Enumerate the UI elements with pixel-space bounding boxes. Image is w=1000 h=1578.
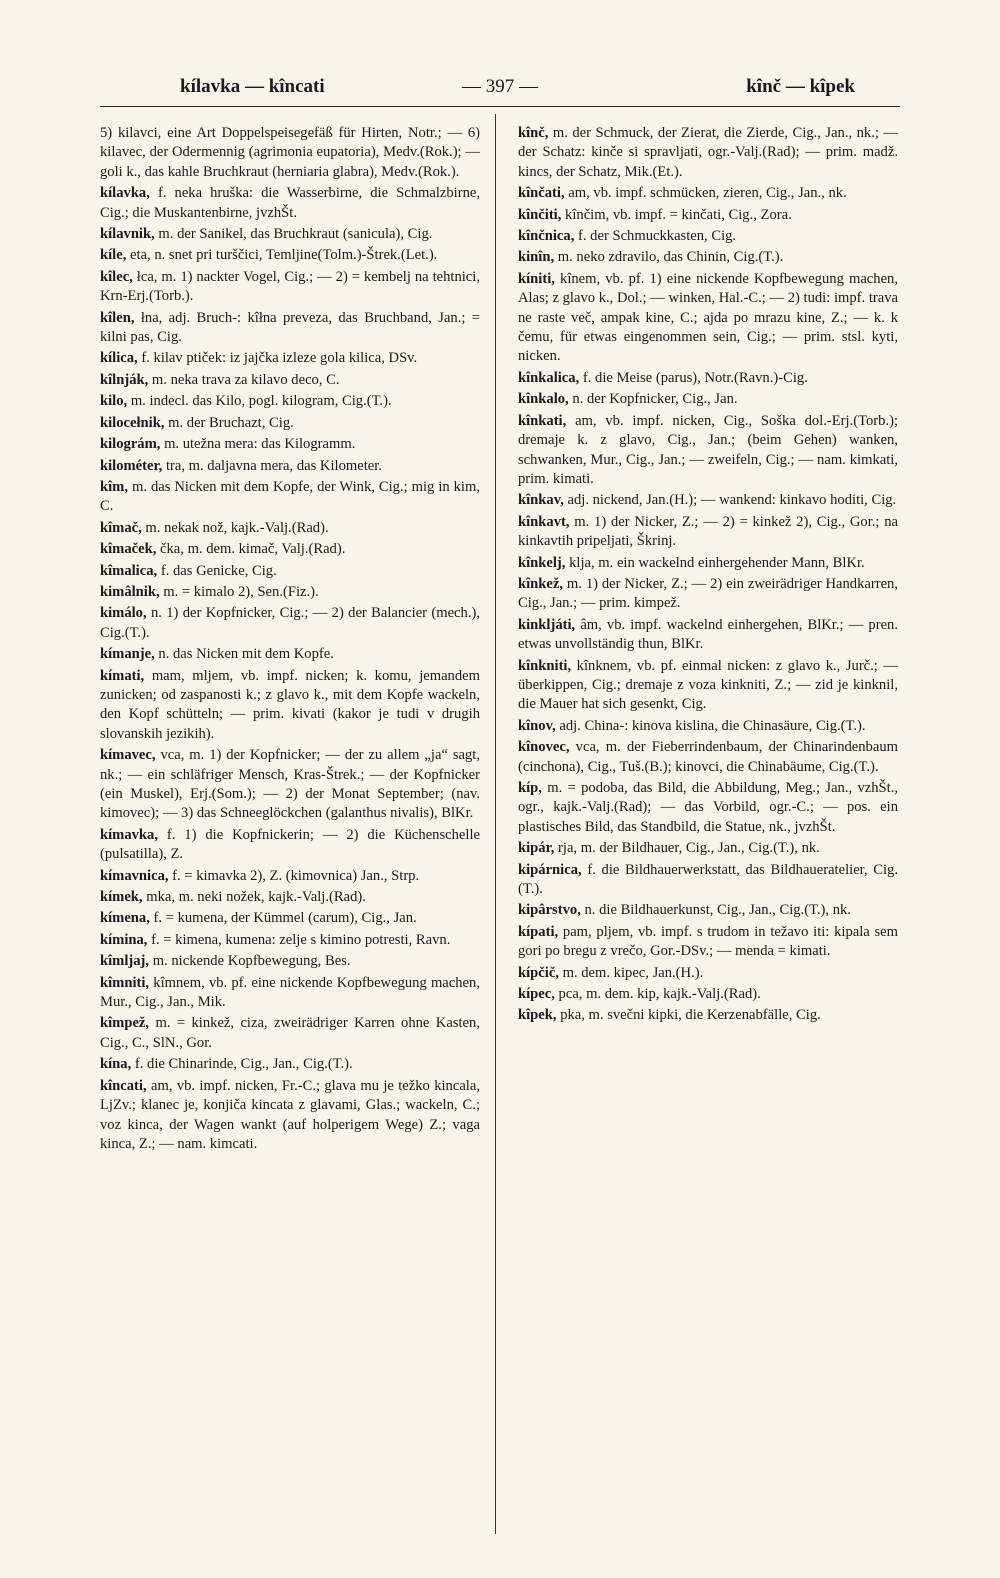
dictionary-entry [518,717,898,736]
entry-text: am, vb. impf. nicken, Cig., Soška dol.-Erj.(Torb.); dremaje k. z glavo, Cig., Jan.; (beim Gehen) wanken, schwanken, Mur., Cig., Jan.; — zweifeln, Cig.; — nam. kimkati, prim. kimati. [518,412,898,487]
header-rule [100,106,900,107]
entry-text: łca, m. 1) nackter Vogel, Cig.; — 2) = kembelj na tehtnici, Krn-Erj.(Torb.). [100,268,480,305]
dictionary-entry [100,246,480,265]
entry-headword: kína, [100,1056,132,1073]
dictionary-entry [518,738,898,777]
entry-headword: kînovec, [518,739,570,756]
entry-text: am, vb. impf. schmücken, zieren, Cig., Jan., nk. [568,185,847,202]
entry-headword: kîmač, [100,519,142,536]
dictionary-entry [518,248,898,267]
entry-text: vca, m. 1) der Kopfnicker; — der zu allem „ja“ sagt, nk.; — ein schläfriger Mensch, Kras-Štrek.; — der Kopfnicker (ein Muskel), Erj.(Som.); — 2) der Monat September; (nav. kimovec); — 3) das Schneeglöckchen (galanthus nivalis), BlKr. [100,747,480,822]
entry-headword: kinkljáti, [518,616,576,633]
dictionary-entry [100,349,480,368]
entry-headword: kînkati, [518,412,567,429]
entry-text: pca, m. dem. kip, kajk.-Valj.(Rad). [558,986,761,1003]
entry-text: m. neko zdravilo, das Chinin, Cig.(T.). [557,249,784,266]
entry-headword: kimálo, [100,605,147,622]
entry-headword: kíle, [100,247,127,264]
entry-headword: kînkalo, [518,391,569,408]
dictionary-entry [100,392,480,411]
dictionary-entry [518,513,898,552]
entry-headword: kímavec, [100,747,156,764]
dictionary-entry [100,867,480,886]
entry-headword: kînkavt, [518,513,570,530]
entry-text: rja, m. der Bildhauer, Cig., Jan., Cig.(T.), nk. [558,840,820,857]
entry-headword: kînč, [518,125,549,141]
entry-text: f. die Bildhauerwerkstatt, das Bildhaueratelier, Cig.(T.). [518,861,898,898]
dictionary-entry [100,478,480,517]
entry-text: f. die Meise (parus), Notr.(Ravn.)-Cig. [582,369,808,386]
entry-headword: kîmalica, [100,562,158,579]
dictionary-entry [100,225,480,244]
entry-text: m. = podoba, das Bild, die Abbildung, Meg.; Jan., vzhŠt., ogr., kajk.-Valj.(Rad); — das Vorbild, ogr.-C.; — pos. ein plastisches Bild, das Standbild, die Statue, nk., jvzhŠt. [518,780,898,835]
dictionary-entry [100,645,480,664]
entry-headword: kînkež, [518,575,564,592]
entry-headword: kímanje, [100,646,155,663]
dictionary-entry [518,923,898,962]
entry-text: âm, vb. impf. wackelnd einhergehen, BlKr.; — pren. etwas unvollständig thun, BlKr. [518,616,898,653]
header-right-guideword: kînč — kîpek [746,76,855,97]
entry-headword: kîlec, [100,268,133,285]
dictionary-entry [518,985,898,1004]
entry-headword: kîm, [100,478,128,495]
dictionary-entry [100,309,480,348]
entry-text: pka, m. svečni kipki, die Kerzenabfälle, Cig. [560,1007,821,1024]
page-number: — 397 — [462,76,538,97]
entry-text: n. der Kopfnicker, Cig., Jan. [572,391,738,408]
entry-headword: kimâlnik, [100,583,160,600]
entry-text: m. = kinkež, ciza, zweirädriger Karren ohne Kasten, Cig., C., SlN., Gor. [100,1015,480,1051]
entry-headword: kímavka, [100,826,158,843]
entry-headword: kipârstvo, [518,902,581,919]
entry-text: am, vb. impf. nicken, Fr.-C.; glava mu je težko kincala, LjZv.; klanec je, konjiča kincata z glavami, Glas.; wackeln, C.; voz kinca, der Wagen wankt (auf holperigem Wege) Z.; vaga kinca, Z.; — nam. kimcati. [100,1077,480,1152]
dictionary-entry [518,616,898,655]
entry-text: n. das Nicken mit dem Kopfe. [158,646,334,663]
entry-headword: kînkniti, [518,657,572,674]
dictionary-entry [518,554,898,573]
entry-text: pam, pljem, vb. impf. s trudom in težavo iti: kipala sem gori po bregu z vrečo, Gor.-DSv.; — menda = kimati. [518,923,898,960]
dictionary-entry [100,435,480,454]
column-divider [495,114,496,1534]
dictionary-entry [100,974,480,1013]
entry-headword: kîpek, [518,1007,557,1024]
header-left-guideword: kílavka — kîncati [180,76,325,97]
entry-text: f. neka hruška: die Wasserbirne, die Schmalzbirne, Cig.; die Muskantenbirne, jvzhŠt. [100,185,480,221]
entry-text: m. das Nicken mit dem Kopfe, der Wink, Cig.; mig in kim, C. [100,478,480,515]
entry-headword: kíniti, [518,270,555,287]
dictionary-entry [100,562,480,581]
dictionary-entry [100,888,480,907]
entry-headword: kílavka, [100,185,150,202]
entry-headword: kímavnica, [100,867,169,884]
entry-text: m. 1) der Nicker, Z.; — 2) ein zweirädriger Handkarren, Cig., Jan.; — prim. kimpež. [518,575,898,612]
dictionary-entry [100,371,480,390]
entry-headword: kilográm, [100,436,161,453]
dictionary-entry [100,414,480,433]
dictionary-entry [518,657,898,715]
entry-headword: kipárnica, [518,861,582,878]
dictionary-entry [518,124,898,182]
left-column [100,124,480,1534]
entry-text: kînem, vb. pf. 1) eine nickende Kopfbewegung machen, Alas; z glavo k., Dol.; — winken, Hal.-C.; — 2) tudi: impf. trava ne raste več, ampak kine, C.; ajda po mrazu kine, Z.; — k. k čemu, für etwas eingenommen sein, Cig.; — prim. stsl. kyti, nicken. [518,270,898,365]
entry-text: m. der Sanikel, das Bruchkraut (sanicula), Cig. [158,226,433,243]
entry-headword: kînov, [518,717,556,734]
dictionary-entry [518,206,898,225]
dictionary-entry [100,667,480,745]
dictionary-entry [100,457,480,476]
entry-text: m. = kimalo 2), Sen.(Fiz.). [163,583,319,600]
dictionary-entry [518,1006,898,1025]
dictionary-entry [518,839,898,858]
entry-headword: kímina, [100,931,148,948]
entry-text: tra, m. daljavna mera, das Kilometer. [165,457,382,474]
dictionary-entry [100,931,480,950]
dictionary-entry [100,1014,480,1053]
dictionary-entry [518,491,898,510]
entry-text: m. 1) der Nicker, Z.; — 2) = kinkež 2), Cig., Gor.; na kinkavtih pripeljati, Škrinj. [518,513,898,550]
entry-text: mka, m. neki nožek, kajk.-Valj.(Rad). [146,889,366,906]
entry-headword: kînčnica, [518,228,575,245]
entry-headword: kíp, [518,780,542,796]
dictionary-entry [518,575,898,614]
entry-text: m. dem. kipec, Jan.(H.). [562,964,704,981]
dictionary-entry [100,746,480,824]
entry-text: łna, adj. Bruch-: kîłna preveza, das Bruchband, Jan.; = kilni pas, Cig. [100,309,480,346]
entry-text: f. kilav ptiček: iz jajčka izleze gola kilica, DSv. [141,350,418,367]
entry-headword: kilocełnik, [100,414,165,431]
dictionary-entry [100,268,480,307]
dictionary-entry [518,861,898,900]
dictionary-entry [100,583,480,602]
entry-headword: kípčič, [518,964,559,981]
entry-text: f. = kumena, der Kümmel (carum), Cig., Jan. [153,910,417,927]
entry-headword: kîmpež, [100,1015,150,1032]
dictionary-entry [518,901,898,920]
dictionary-entry [100,1055,480,1074]
dictionary-entry [518,964,898,983]
entry-text: vca, m. der Fieberrindenbaum, der Chinarindenbaum (cinchona), Cig., Tuš.(B.); kinovci, die Chinabäume, Cig.(T.). [518,739,898,775]
entry-headword: kîmniti, [100,974,150,991]
entry-text: klja, m. ein wackelnd einhergehender Mann, BlKr. [569,554,865,571]
dictionary-entry [100,909,480,928]
dictionary-entry [518,227,898,246]
entry-text: m. neka trava za kilavo deco, C. [151,371,340,388]
entry-headword: kînčati, [518,185,565,202]
entry-headword: kímek, [100,889,143,906]
dictionary-entry [100,540,480,559]
entry-text: eta, n. snet pri turščici, Temljine(Tolm.)-Štrek.(Let.). [130,247,438,264]
entry-headword: kînkalica, [518,369,580,386]
dictionary-entry [518,412,898,490]
dictionary-entry [518,184,898,203]
entry-headword: kílica, [100,350,138,367]
dictionary-entry [100,184,480,223]
entry-text: m. der Bruchazt, Cig. [168,414,294,431]
entry-text: f. der Schmuckkasten, Cig. [578,228,737,245]
entry-text: f. die Chinarinde, Cig., Jan., Cig.(T.). [134,1056,353,1073]
entry-headword: kînčiti, [518,206,562,223]
entry-headword: kílavnik, [100,226,155,243]
entry-text: kîmnem, vb. pf. eine nickende Kopfbewegung machen, Mur., Cig., Jan., Mik. [100,974,480,1011]
entry-headword: kîlen, [100,309,135,326]
entry-text: m. utežna mera: das Kilogramm. [164,436,356,453]
entry-text: m. nekak nož, kajk.-Valj.(Rad). [145,519,329,536]
dictionary-entry [100,604,480,643]
entry-headword: kilométer, [100,457,163,474]
dictionary-entry [100,826,480,865]
entry-headword: kîncati, [100,1077,147,1094]
entry-text: f. 1) die Kopfnickerin; — 2) die Küchenschelle (pulsatilla), Z. [100,826,480,863]
entry-headword: kînkelj, [518,554,566,571]
dictionary-entry [518,779,898,837]
right-column [518,124,898,1534]
entry-text: kînčim, vb. impf. = kinčati, Cig., Zora. [565,206,792,223]
dictionary-entry [100,519,480,538]
entry-text: adj. nickend, Jan.(H.); — wankend: kinkavo hoditi, Cig. [567,492,897,509]
entry-text: m. indecl. das Kilo, pogl. kilogram, Cig.(T.). [130,393,392,410]
entry-headword: kípati, [518,923,559,940]
entry-headword: kîlnják, [100,371,149,388]
dictionary-entry [518,390,898,409]
entry-text: f. das Genicke, Cig. [160,562,277,579]
entry-headword: kipár, [518,840,555,857]
entry-text: kînknem, vb. pf. einmal nicken: z glavo k., Jurč.; — überkippen, Cig.; dremaje z voza kinkniti, Z.; — zid je kinknil, die Mauer hat sich gesenkt, Cig. [518,657,898,713]
dictionary-entry [100,952,480,971]
page-header [100,64,900,108]
entry-text: f. = kimena, kumena: zelje s kimino potresti, Ravn. [151,931,451,948]
entry-text: 5) kilavci, eine Art Doppelspeisegefäß für Hirten, Notr.; — 6) kilavec, der Odermennig (agrimonia eupatoria), Medv.(Rok.); — goli k., das kahle Bruchkraut (herniaria glabra), Medv.(Rok.). [100,125,480,180]
entry-headword: kîmaček, [100,541,157,558]
entry-headword: kînkav, [518,492,564,509]
entry-headword: kîmljaj, [100,953,150,970]
entry-headword: kilo, [100,393,128,410]
entry-text: n. 1) der Kopfnicker, Cig.; — 2) der Balancier (mech.), Cig.(T.). [100,605,480,641]
dictionary-entry [518,369,898,388]
entry-headword: kímati, [100,667,145,684]
entry-text: f. = kimavka 2), Z. (kimovnica) Jan., Strp. [172,867,420,884]
entry-text: n. die Bildhauerkunst, Cig., Jan., Cig.(T.), nk. [584,902,851,919]
entry-headword: kípec, [518,986,555,1003]
entry-text: m. der Schmuck, der Zierat, die Zierde, Cig., Jan., nk.; — der Schatz: kinče si spravljati, ogr.-Valj.(Rad); — prim. madž. kincs, der Schatz, Mik.(Et.). [518,125,898,180]
entry-text: adj. China-: kinova kislina, die Chinasäure, Cig.(T.). [559,717,866,734]
entry-text: čka, m. dem. kimač, Valj.(Rad). [160,541,346,558]
entry-headword: kímena, [100,910,150,927]
dictionary-entry [100,124,480,182]
dictionary-entry [100,1077,480,1155]
entry-text: mam, mljem, vb. impf. nicken; k. komu, jemandem zunicken; od zaspanosti k.; z glavo k., mit dem Kopfe wackeln, den Kopf schütteln; — prim. kivati (kakor je tudi v drugih slovanskih jezikih). [100,667,480,742]
entry-headword: kinîn, [518,249,555,266]
dictionary-entry [518,270,898,367]
entry-text: m. nickende Kopfbewegung, Bes. [152,953,351,970]
